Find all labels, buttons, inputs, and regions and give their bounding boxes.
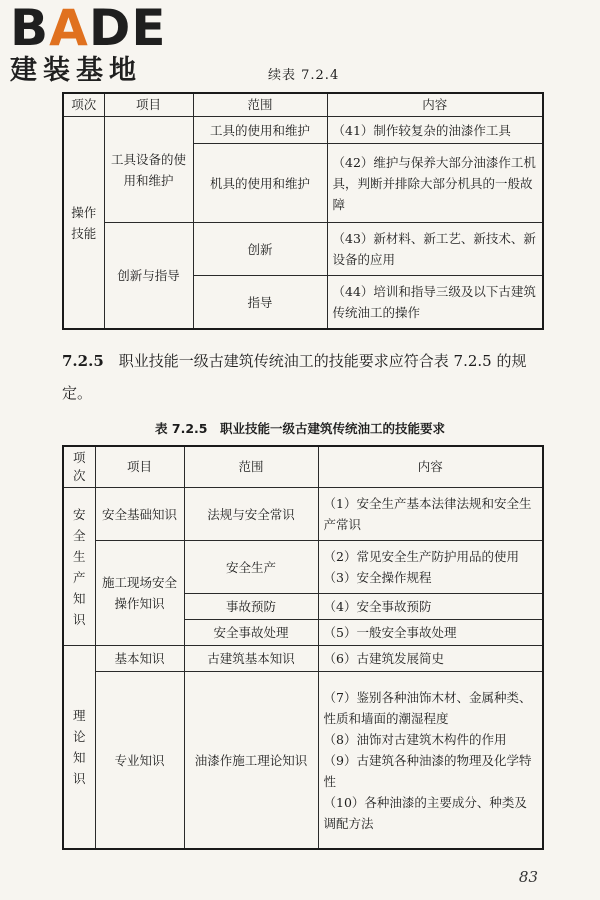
header-cell: 内容 — [327, 93, 543, 117]
content-cell — [318, 541, 543, 594]
content-line: （7）鉴别各种油饰木材、金属种类、性质和墙面的潮湿程度 — [323, 689, 532, 726]
scope-cell: 事故预防 — [184, 594, 318, 620]
table-header-row — [63, 446, 543, 488]
scope-cell: 古建筑基本知识 — [184, 646, 318, 672]
logo-subtitle: 建装基地 — [10, 55, 142, 86]
content-cell — [318, 672, 543, 850]
table-row — [63, 672, 543, 850]
scope-cell: 指导 — [193, 276, 327, 330]
scope-cell: 法规与安全常识 — [184, 488, 318, 541]
header-cell: 项次 — [63, 93, 104, 117]
header-cell: 内容 — [318, 446, 543, 488]
brand-logo — [10, 2, 180, 86]
scope-cell: 安全事故处理 — [184, 620, 318, 646]
header-cell: 项次 — [63, 446, 95, 488]
header-cell: 范围 — [184, 446, 318, 488]
scope-cell: 创新 — [193, 223, 327, 276]
table-row — [63, 488, 543, 541]
item-cell: 安全基础知识 — [95, 488, 184, 541]
item-cell: 创新与指导 — [104, 223, 193, 330]
header-cell: 项目 — [104, 93, 193, 117]
content-cell: （1）安全生产基本法律法规和安全生产常识 — [318, 488, 543, 541]
section-number: 7.2.5 — [62, 352, 104, 370]
content-line: （10）各种油漆的主要成分、种类及调配方法 — [323, 794, 527, 831]
table-row — [63, 646, 543, 672]
item-cell: 施工现场安全操作知识 — [95, 541, 184, 646]
logo-letter-b: B — [10, 0, 50, 57]
item-cell: 工具设备的使用和维护 — [104, 117, 193, 223]
content-line: （8）油饰对古建筑木构件的作用 — [323, 731, 507, 747]
scope-cell: 安全生产 — [184, 541, 318, 594]
page-number: 83 — [518, 868, 538, 886]
content-cell: （44）培训和指导三级及以下古建筑传统油工的操作 — [327, 276, 543, 330]
content-cell: （42）维护与保养大部分油漆作工机具，判断并排除大部分机具的一般故障 — [327, 144, 543, 223]
skills-table-continued — [62, 92, 544, 330]
table-header-row — [63, 93, 543, 117]
section-text: 职业技能一级古建筑传统油工的技能要求应符合表 7.2.5 的规定。 — [62, 352, 527, 402]
logo-wordmark — [10, 0, 180, 57]
content-line: （3）安全操作规程 — [323, 570, 432, 585]
table-row — [63, 541, 543, 594]
continued-table-title: 续表 7.2.4 — [268, 68, 340, 83]
category-cell: 操作技能 — [63, 117, 104, 330]
table-caption: 表 7.2.5 职业技能一级古建筑传统油工的技能要求 — [155, 421, 445, 436]
content-cell: （41）制作较复杂的油漆作工具 — [327, 117, 543, 144]
logo-letters-de: DE — [88, 0, 167, 57]
scope-cell: 机具的使用和维护 — [193, 144, 327, 223]
table-row — [63, 223, 543, 276]
header-cell: 项目 — [95, 446, 184, 488]
logo-letter-a: A — [49, 0, 89, 57]
category-cell: 安全生产知识 — [63, 488, 95, 646]
category-cell: 理论知识 — [63, 646, 95, 850]
content-line: （9）古建筑各种油漆的物理及化学特性 — [323, 752, 532, 789]
item-cell: 专业知识 — [95, 672, 184, 850]
content-cell: （6）古建筑发展简史 — [318, 646, 543, 672]
content-cell: （5）一般安全事故处理 — [318, 620, 543, 646]
content-cell: （43）新材料、新工艺、新技术、新设备的应用 — [327, 223, 543, 276]
scope-cell: 工具的使用和维护 — [193, 117, 327, 144]
header-cell: 范围 — [193, 93, 327, 117]
scope-cell: 油漆作施工理论知识 — [184, 672, 318, 850]
item-cell: 基本知识 — [95, 646, 184, 672]
skills-table-7-2-5 — [62, 445, 544, 850]
table-row — [63, 117, 543, 144]
content-cell: （4）安全事故预防 — [318, 594, 543, 620]
content-line: （2）常见安全生产防护用品的使用 — [323, 549, 519, 564]
section-paragraph — [62, 345, 547, 409]
